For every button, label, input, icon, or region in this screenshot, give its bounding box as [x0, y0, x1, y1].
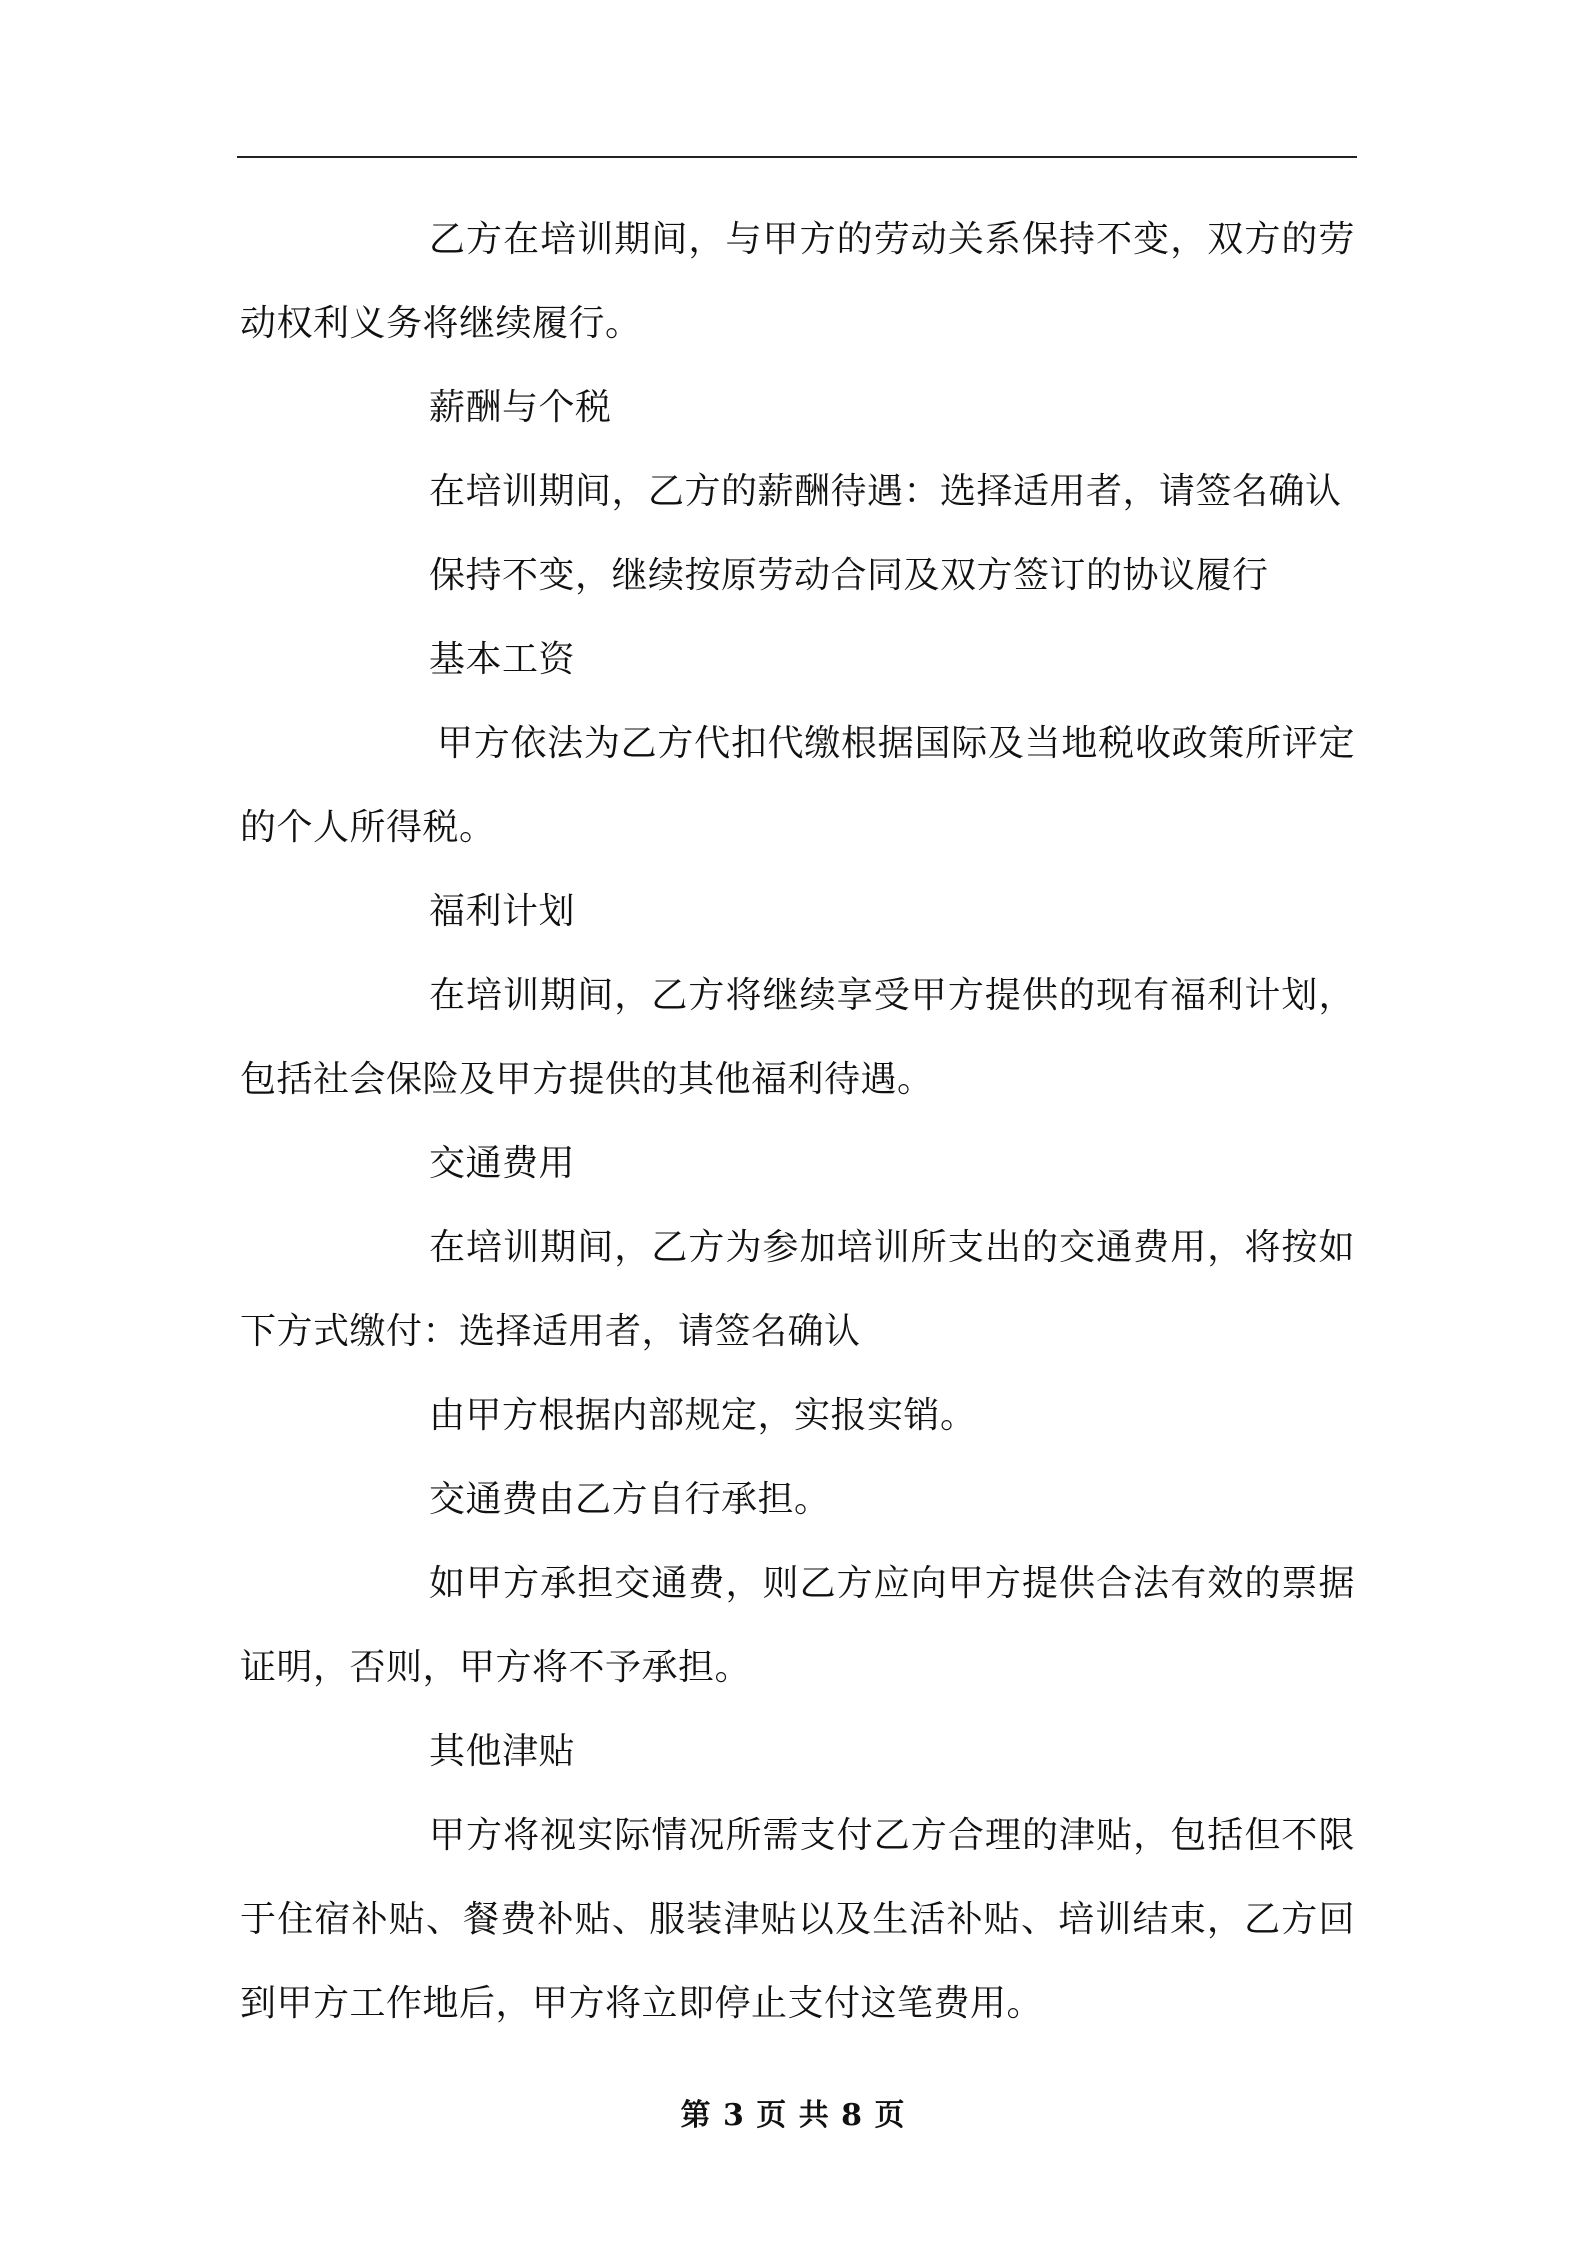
document-body	[240, 198, 1355, 2046]
paragraph-transport-payment: 在培训期间，乙方为参加培训所支出的交通费用，将按如下方式缴付：选择适用者，请签名确认	[240, 1227, 1355, 1352]
header-rule	[237, 156, 1357, 158]
option-reimbursement: 由甲方根据内部规定，实报实销。	[429, 1395, 977, 1436]
page-number-footer: 第 3 页 共 8 页	[680, 2098, 906, 2133]
paragraph-salary-options: 在培训期间，乙方的薪酬待遇：选择适用者，请签名确认	[429, 471, 1342, 512]
option-basic-salary: 基本工资	[429, 639, 576, 680]
option-self-paid: 交通费由乙方自行承担。	[429, 1479, 831, 1520]
paragraph-allowances: 甲方将视实际情况所需支付乙方合理的津贴，包括但不限于住宿补贴、餐费补贴、服装津贴以及生活补贴、培训结束，乙方回到甲方工作地后，甲方将立即停止支付这笔费用。	[240, 1815, 1355, 2024]
paragraph-labor-relation: 乙方在培训期间，与甲方的劳动关系保持不变，双方的劳动权利义务将继续履行。	[240, 219, 1355, 344]
heading-other-allowances: 其他津贴	[429, 1731, 576, 1772]
option-keep-unchanged: 保持不变，继续按原劳动合同及双方签订的协议履行	[429, 555, 1269, 596]
paragraph-income-tax: 甲方依法为乙方代扣代缴根据国际及当地税收政策所评定的个人所得税。	[240, 723, 1355, 848]
heading-transport-costs: 交通费用	[429, 1143, 576, 1184]
paragraph-welfare: 在培训期间，乙方将继续享受甲方提供的现有福利计划，包括社会保险及甲方提供的其他福利待遇。	[240, 975, 1355, 1100]
paragraph-receipts: 如甲方承担交通费，则乙方应向甲方提供合法有效的票据证明，否则，甲方将不予承担。	[240, 1563, 1355, 1688]
heading-welfare-plan: 福利计划	[429, 891, 576, 932]
heading-salary-tax: 薪酬与个税	[429, 387, 612, 428]
